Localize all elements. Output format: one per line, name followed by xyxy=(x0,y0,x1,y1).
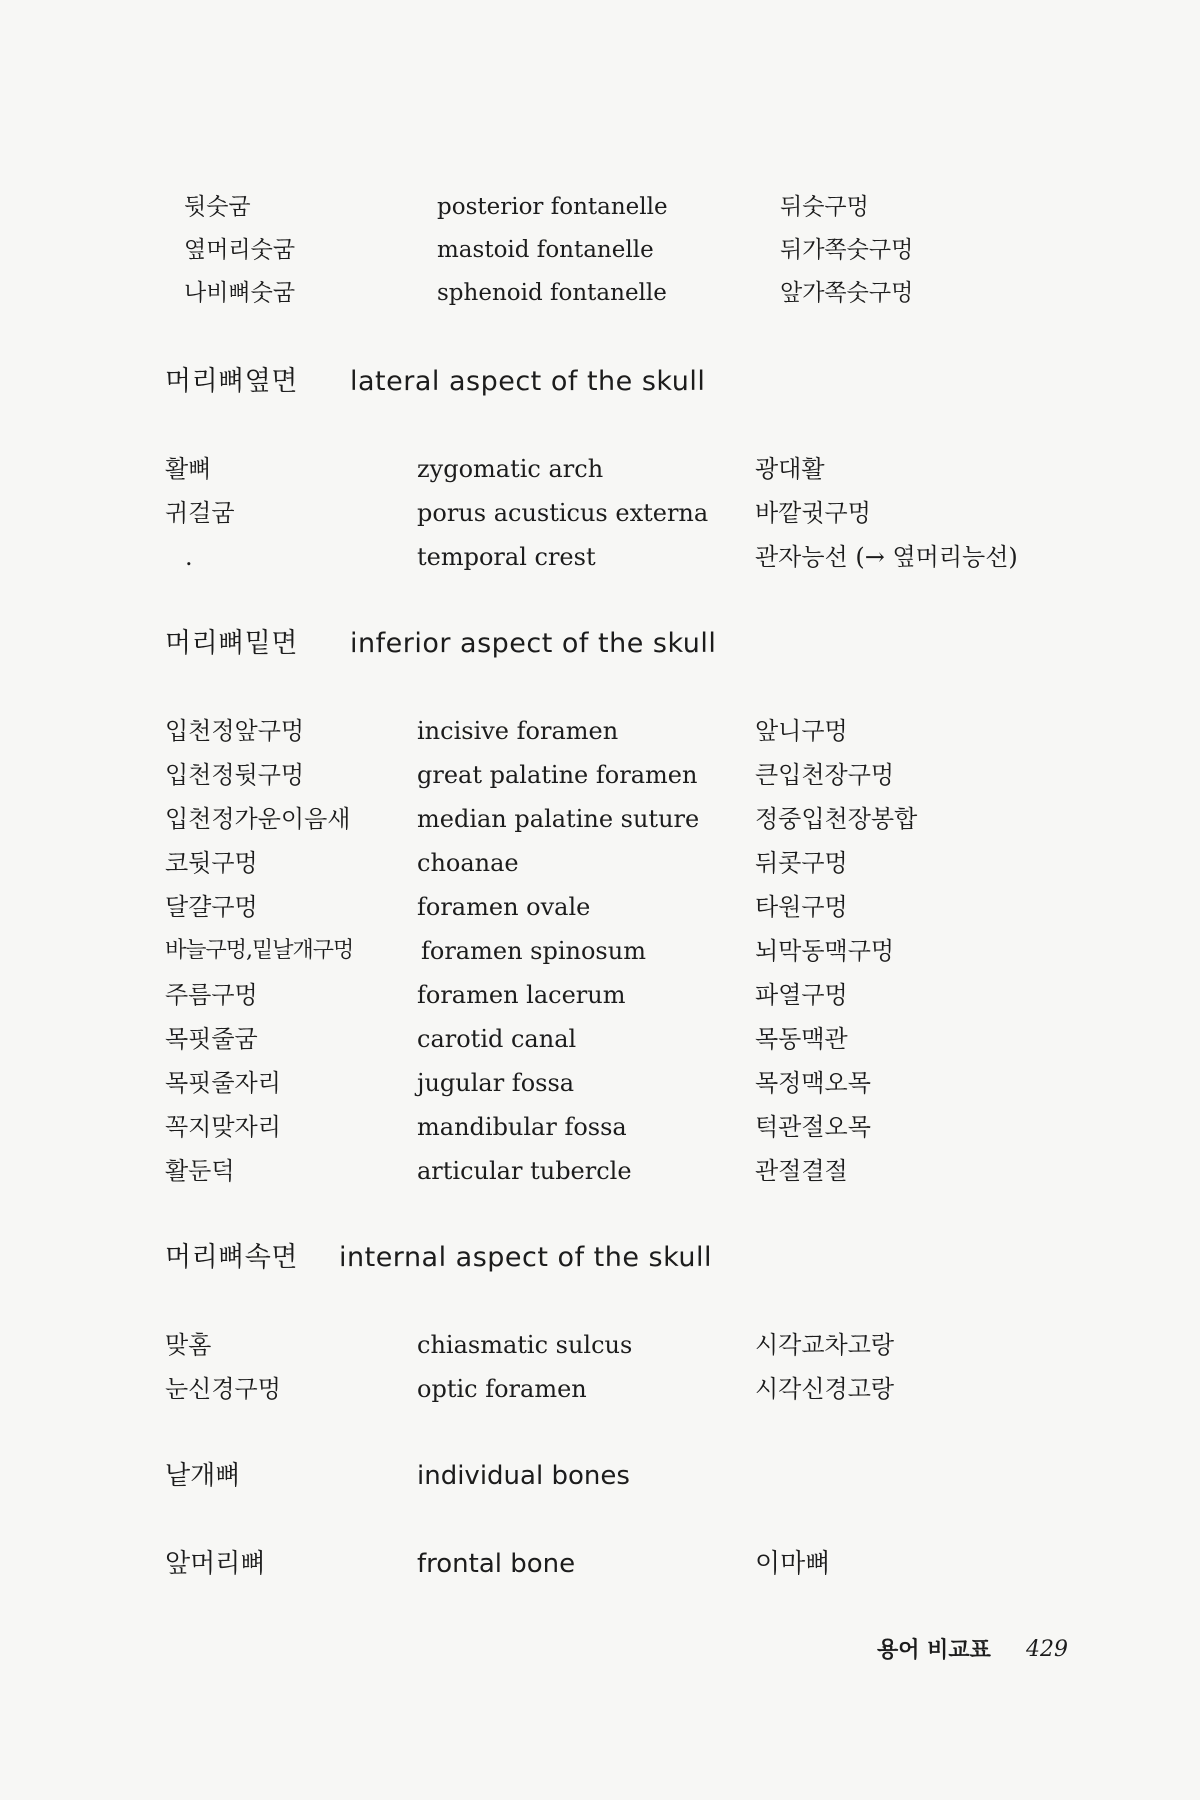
english-term: jugular fossa xyxy=(417,1069,575,1097)
section-heading-internal xyxy=(0,1236,1200,1280)
korean-term: 달걀구멍 xyxy=(165,893,258,921)
new-korean-term: 정중입천장봉합 xyxy=(755,805,918,833)
korean-term: 바늘구멍,밑날개구멍 xyxy=(165,938,354,963)
korean-term: . xyxy=(185,543,193,571)
new-korean-term: 관절결절 xyxy=(755,1157,848,1185)
korean-term: 코뒷구멍 xyxy=(165,849,258,877)
korean-term: 목핏줄굼 xyxy=(165,1025,258,1053)
english-term: individual bones xyxy=(417,1461,630,1491)
english-term: great palatine foramen xyxy=(417,761,698,789)
new-korean-term: 목동맥관 xyxy=(755,1025,848,1053)
section-heading-korean: 머리뼈밑면 xyxy=(165,628,298,659)
korean-term: 앞머리뼈 xyxy=(165,1549,266,1579)
section-heading-lateral xyxy=(0,360,1200,404)
section-heading-english: internal aspect of the skull xyxy=(339,1242,713,1273)
term-row xyxy=(0,1544,1200,1584)
english-term: incisive foramen xyxy=(417,717,619,745)
korean-term: 낱개뼈 xyxy=(165,1461,241,1491)
new-korean-term: 시각신경고랑 xyxy=(755,1375,895,1403)
new-korean-term: 이마뼈 xyxy=(755,1549,831,1579)
korean-term: 활둔덕 xyxy=(165,1157,235,1185)
new-korean-term: 광대활 xyxy=(755,455,825,483)
english-term: mastoid fontanelle xyxy=(437,237,654,263)
term-row xyxy=(0,799,1200,839)
english-term: porus acusticus externa xyxy=(417,499,709,527)
term-row xyxy=(0,711,1200,751)
term-row xyxy=(0,931,1200,971)
page-footer xyxy=(0,1630,1200,1670)
new-korean-term: 뒤콧구멍 xyxy=(755,849,848,877)
korean-term: 활뼈 xyxy=(165,455,212,483)
term-row xyxy=(0,187,1200,227)
korean-term: 입천정앞구멍 xyxy=(165,717,305,745)
new-korean-term: 관자능선 (→ 옆머리능선) xyxy=(755,543,1018,571)
english-term: foramen ovale xyxy=(417,893,591,921)
english-term: optic foramen xyxy=(417,1375,587,1403)
term-row xyxy=(0,755,1200,795)
english-term: median palatine suture xyxy=(417,805,700,833)
term-row xyxy=(0,449,1200,489)
english-term: posterior fontanelle xyxy=(437,194,668,220)
korean-term: 목핏줄자리 xyxy=(165,1069,281,1097)
korean-term: 뒷숫굼 xyxy=(184,194,251,220)
term-row xyxy=(0,493,1200,533)
english-term: temporal crest xyxy=(417,543,596,571)
term-row xyxy=(0,1063,1200,1103)
term-row xyxy=(0,843,1200,883)
new-korean-term: 앞니구멍 xyxy=(755,717,848,745)
term-row xyxy=(0,1151,1200,1191)
english-term: mandibular fossa xyxy=(417,1113,627,1141)
english-term: carotid canal xyxy=(417,1025,577,1053)
section-heading-korean: 머리뼈속면 xyxy=(165,1242,298,1273)
section-heading-korean: 머리뼈옆면 xyxy=(165,366,298,397)
korean-term: 입천정뒷구멍 xyxy=(165,761,305,789)
term-row xyxy=(0,1369,1200,1409)
new-korean-term: 시각교차고랑 xyxy=(755,1331,895,1359)
section-heading-inferior xyxy=(0,622,1200,666)
term-row xyxy=(0,273,1200,313)
korean-term: 눈신경구멍 xyxy=(165,1375,281,1403)
korean-term: 나비뼈숫굼 xyxy=(184,280,296,306)
new-korean-term: 뒤숫구멍 xyxy=(780,194,869,220)
english-term: frontal bone xyxy=(417,1549,576,1579)
korean-term: 주름구멍 xyxy=(165,981,258,1009)
english-term: choanae xyxy=(417,849,519,877)
term-row xyxy=(0,230,1200,270)
term-row xyxy=(0,1019,1200,1059)
new-korean-term: 큰입천장구멍 xyxy=(755,761,895,789)
korean-term: 입천정가운이음새 xyxy=(165,805,351,833)
new-korean-term: 뒤가쪽숫구멍 xyxy=(780,237,914,263)
new-korean-term: 턱관절오목 xyxy=(755,1113,871,1141)
korean-term: 옆머리숫굼 xyxy=(184,237,296,263)
footer-label: 용어 비교표 xyxy=(877,1637,991,1663)
section-heading-english: inferior aspect of the skull xyxy=(350,628,717,659)
new-korean-term: 파열구멍 xyxy=(755,981,848,1009)
english-term: articular tubercle xyxy=(417,1157,632,1185)
new-korean-term: 바깥귓구멍 xyxy=(755,499,871,527)
page-number: 429 xyxy=(1026,1637,1068,1662)
new-korean-term: 목정맥오목 xyxy=(755,1069,871,1097)
section-heading-english: lateral aspect of the skull xyxy=(350,366,706,397)
new-korean-term: 앞가쪽숫구멍 xyxy=(780,280,914,306)
term-row xyxy=(0,1325,1200,1365)
english-term: sphenoid fontanelle xyxy=(437,280,667,306)
term-row xyxy=(0,1107,1200,1147)
english-term: zygomatic arch xyxy=(417,455,604,483)
korean-term: 맞홈 xyxy=(165,1331,212,1359)
english-term: chiasmatic sulcus xyxy=(417,1331,633,1359)
term-row xyxy=(0,975,1200,1015)
korean-term: 귀걸굼 xyxy=(165,499,235,527)
english-term: foramen lacerum xyxy=(417,981,626,1009)
new-korean-term: 타원구멍 xyxy=(755,893,848,921)
english-term: foramen spinosum xyxy=(421,937,646,965)
term-row xyxy=(0,1456,1200,1496)
term-row xyxy=(0,537,1200,577)
new-korean-term: 뇌막동맥구멍 xyxy=(755,937,895,965)
term-row xyxy=(0,887,1200,927)
korean-term: 꼭지맞자리 xyxy=(165,1113,281,1141)
